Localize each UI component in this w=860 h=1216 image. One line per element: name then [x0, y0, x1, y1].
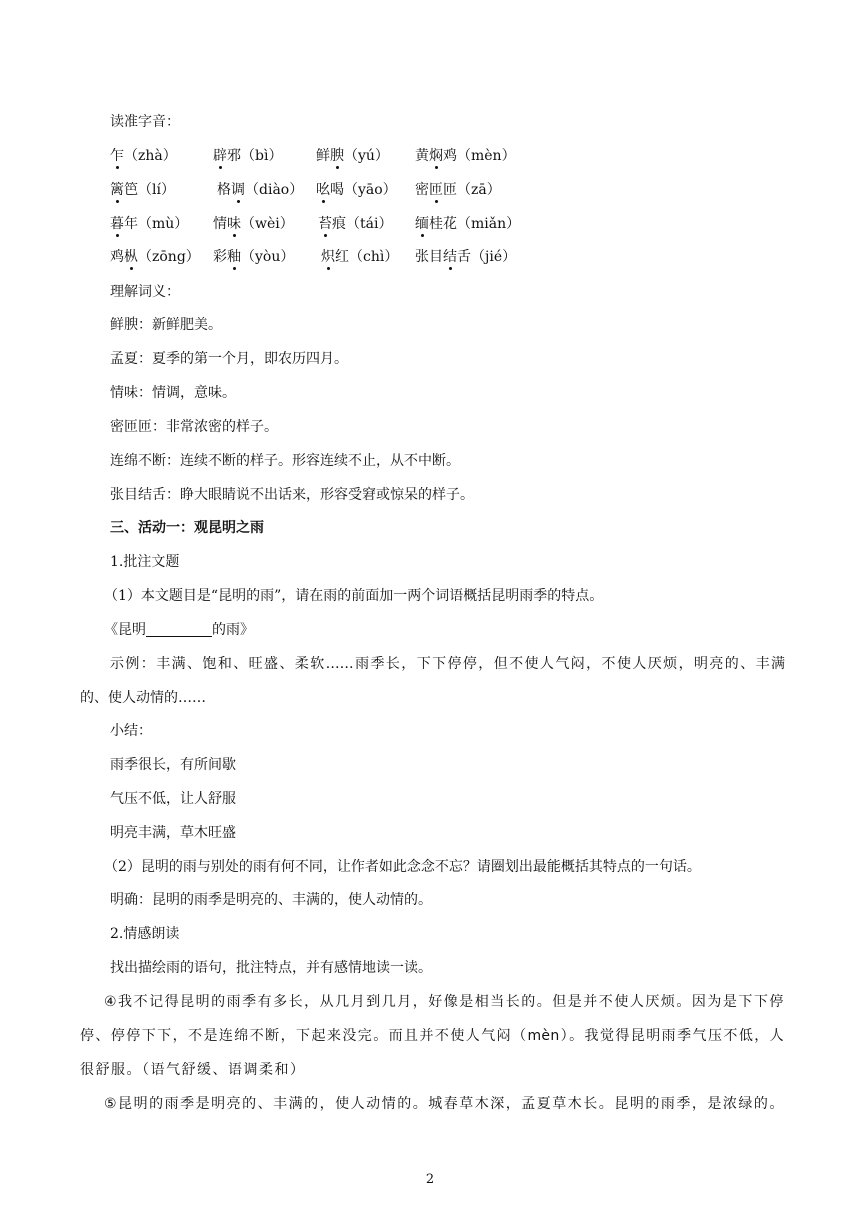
paragraph-4-line: 很舒服。（语气舒缓、语调柔和）	[80, 1062, 306, 1078]
summary-item: 气压不低，让人舒服	[110, 791, 236, 807]
word-part: 鲜	[316, 148, 330, 164]
pronunciation-word	[110, 180, 175, 200]
answer-text: 明确：昆明的雨季是明亮的、丰满的，使人动情的。	[110, 892, 432, 908]
instruction-text: 找出描绘雨的语句，批注特点，并有感情地读一读。	[110, 960, 432, 976]
word-part: 密	[415, 182, 429, 198]
pronunciation-word	[110, 214, 188, 234]
pronunciation-word	[213, 214, 294, 234]
word-part: 舌（jié）	[457, 249, 517, 265]
word-part: 张目	[415, 249, 443, 265]
vocab-heading: 理解词义：	[110, 284, 180, 300]
section-heading: 三、活动一：观昆明之雨	[110, 520, 264, 536]
pronunciation-heading: 读准字音：	[110, 114, 180, 130]
dotted-character: 釉	[227, 249, 241, 265]
pronunciation-word	[415, 247, 516, 267]
dotted-character: 炽	[321, 249, 335, 265]
pronunciation-word	[110, 247, 200, 267]
dotted-character: 结	[443, 249, 457, 265]
word-part: 格	[217, 182, 231, 198]
vocab-item: 鲜腴：新鲜肥美。	[110, 317, 222, 333]
word-part: 鸡（mèn）	[443, 148, 516, 164]
dotted-character: 调	[231, 182, 245, 198]
word-part: 黄	[415, 148, 429, 164]
example-line: 示例：丰满、饱和、旺盛、柔软……雨季长，下下停停，但不使人气闷，不使人厌烦，明亮的、丰满	[110, 656, 785, 672]
word-part: 彩	[213, 249, 227, 265]
vocab-item: 连绵不断：连续不断的样子。形容连续不止，从不中断。	[110, 453, 460, 469]
word-part: 桂花（miǎn）	[429, 216, 521, 232]
dotted-character: 味	[227, 216, 241, 232]
dotted-character: 篱	[110, 182, 124, 198]
pronunciation-word	[217, 180, 303, 200]
word-part: （zhà）	[124, 148, 177, 164]
example-line: 的、使人动情的……	[80, 690, 206, 706]
word-part: （diào）	[245, 182, 304, 198]
word-part: 匝（zā）	[443, 182, 501, 198]
word-part: 痕（tái）	[332, 216, 393, 232]
pronunciation-word	[415, 146, 516, 166]
dotted-character: 缅	[415, 216, 429, 232]
vocab-item: 情味：情调，意味。	[110, 385, 236, 401]
word-part: （yòu）	[241, 249, 295, 265]
dotted-character: 枞	[124, 249, 138, 265]
answer-blank	[146, 622, 212, 637]
fill-suffix: 的雨》	[212, 622, 254, 638]
word-part: 年（mù）	[124, 216, 189, 232]
page-number: 2	[425, 1172, 435, 1187]
paragraph-4-line: ④我不记得昆明的雨季有多长，从几月到几月，好像是相当长的。但是并不使人厌烦。因为是下下停	[104, 994, 784, 1010]
pronunciation-word	[213, 146, 282, 166]
pronunciation-word	[213, 247, 294, 267]
vocab-item: 张目结舌：睁大眼睛说不出话来，形容受窘或惊呆的样子。	[110, 487, 474, 503]
subheading-2: 2.情感朗读	[110, 926, 180, 942]
word-part: （yú）	[344, 148, 389, 164]
question-1: （1）本文题目是“昆明的雨”，请在雨的前面加一两个词语概括昆明雨季的特点。	[104, 588, 604, 604]
dotted-character: 苔	[318, 216, 332, 232]
dotted-character: 暮	[110, 216, 124, 232]
dotted-character: 焖	[429, 148, 443, 164]
word-part: 情	[213, 216, 227, 232]
word-part: 邪（bì）	[227, 148, 283, 164]
word-part: 红（chì）	[335, 249, 399, 265]
subheading-1: 1.批注文题	[110, 554, 180, 570]
question-2: （2）昆明的雨与别处的雨有何不同，让作者如此念念不忘？请圈划出最能概括其特点的一句话。	[104, 859, 701, 875]
vocab-item: 密匝匝：非常浓密的样子。	[110, 419, 278, 435]
dotted-character: 辟	[213, 148, 227, 164]
summary-label: 小结：	[110, 723, 152, 739]
pronunciation-word	[316, 146, 389, 166]
dotted-character: 腴	[330, 148, 344, 164]
dotted-character: 乍	[110, 148, 124, 164]
pronunciation-word	[415, 180, 501, 200]
pronunciation-word	[110, 146, 177, 166]
word-part: 笆（lí）	[124, 182, 175, 198]
word-part: 鸡	[110, 249, 124, 265]
word-part: （zōng）	[138, 249, 200, 265]
word-part: 喝（yāo）	[330, 182, 397, 198]
summary-item: 雨季很长，有所间歇	[110, 757, 236, 773]
word-part: （wèi）	[241, 216, 294, 232]
paragraph-4-line: 停、停停下下，不是连绵不断，下起来没完。而且并不使人气闷（mèn）。我觉得昆明雨季气压不低，人	[80, 1028, 784, 1044]
dotted-character: 吆	[316, 182, 330, 198]
paragraph-5-line: ⑤昆明的雨季是明亮的、丰满的，使人动情的。城春草木深，孟夏草木长。昆明的雨季，是浓绿的。	[104, 1096, 784, 1112]
vocab-item: 孟夏：夏季的第一个月，即农历四月。	[110, 351, 348, 367]
pronunciation-word	[316, 180, 397, 200]
pronunciation-word	[415, 214, 520, 234]
fill-blank-title	[104, 620, 784, 640]
summary-item: 明亮丰满，草木旺盛	[110, 825, 236, 841]
fill-prefix: 《昆明	[104, 622, 146, 638]
pronunciation-word	[318, 214, 392, 234]
pronunciation-word	[321, 247, 398, 267]
dotted-character: 匝	[429, 182, 443, 198]
